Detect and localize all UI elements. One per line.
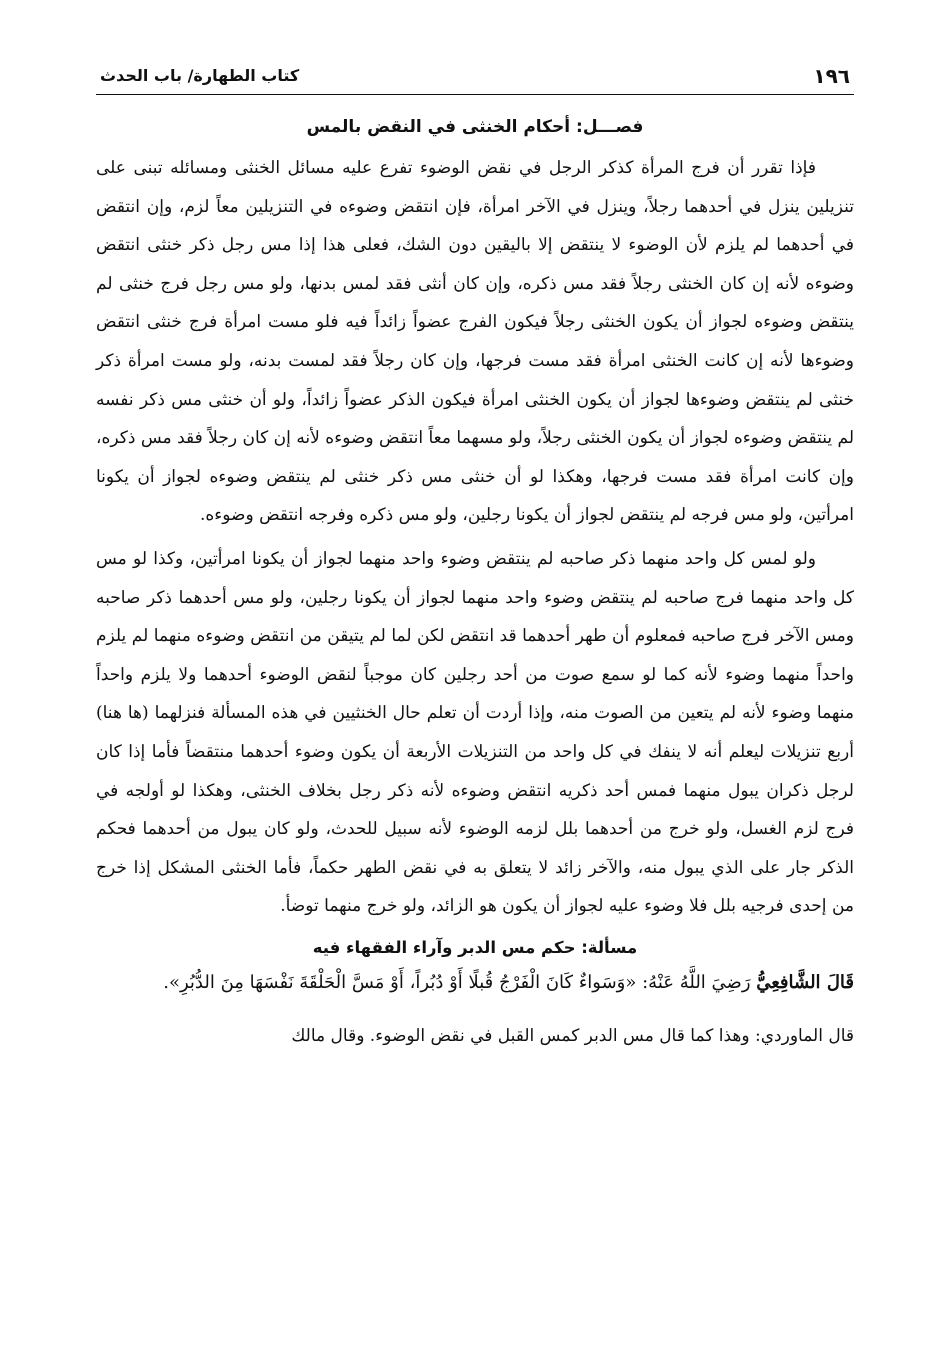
- book-chapter-title: كتاب الطهارة/ باب الحدث: [100, 66, 300, 85]
- section-title-text: : أحكام الخنثى في النقض بالمس: [306, 117, 583, 137]
- paragraph-2: ولو لمس كل واحد منهما ذكر صاحبه لم ينتقض وضوء واحد منهما لجواز أن يكونا امرأتين، وكذا لو مس كل واحد منهما فرج صاحبه لم ينتقض وضوء واحد منهما لجواز أن يكونا رجلين، ولو مس أحدهما ذكر صاحبه ومس الآخر فرج صاحبه فمعلوم أن طهر أحدهما قد انتقض لكن لما لم يتيقن من انتقض وضوءه منهما لم يلزم واحداً منهما وضوء لأنه كما لو سمع صوت من أحد رجلين كان موجباً لنقض الوضوء أحدهما ولا يلزم واحداً منهما وضوء لأنه لم يتعين من الصوت منه، وإذا أردت أن تعلم حال الخنثيين في هذه المسألة فنزلهما (ها هنا) أربع تنزيلات ليعلم أنه لا ينفك في كل واحد من التنزيلات الأربعة أن يكون وضوء أحدهما منتقضاً فأما إذا كان لرجل ذكران يبول منهما فمس أحد ذكريه انتقض وضوءه لأنه ذكر رجل بخلاف الخنثى، وهكذا لو أولجه في فرج لزم الغسل، ولو خرج من أحدهما بلل لزمه الوضوء لأنه سبيل للحدث، ولو كان يبول من أحدهما فحكم الذكر جار على الذي يبول منه، والآخر زائد لا يتعلق به في نقض الطهر حكماً، فأما الخنثى المشكل إذا خرج من إحدى فرجيه بلل فلا وضوء عليه لجواز أن يكون هو الزائد، ولو خرج منهما توضأ.: [96, 548, 854, 917]
- section-heading: [96, 117, 854, 137]
- mawardi-paragraph: قال الماوردي: وهذا كما قال مس الدبر كمس القبل في نقض الوضوء. وقال مالك: [291, 1025, 854, 1046]
- running-header: [96, 58, 854, 95]
- masala-heading: مسألة: حكم مس الدبر وآراء الفقهاء فيه: [312, 937, 638, 957]
- paragraph-1: فإذا تقرر أن فرج المرأة كذكر الرجل في نقض الوضوء تفرع عليه مسائل الخنثى ومسائله تبنى على تنزيلين ينزل في أحدهما رجلاً، وينزل في الآخر امرأة، فإن انتقض وضوءه في التنزيلين معاً لزم، وإن انتقض في أحدهما لم يلزم لأن الوضوء لا ينتقض إلا باليقين دون الشك، فعلى هذا إذا مس رجل ذكر خنثى انتقض وضوءه لأنه إن كان الخنثى رجلاً فقد مس ذكره، وإن كان أنثى فقد لمس بدنها، ولو مس رجل فرج خنثى لم ينتقض وضوءه لجواز أن يكون الخنثى رجلاً فيكون الفرج عضواً زائداً فيه فلو مست امرأة فرج خنثى انتقض وضوءها لأنه إن كانت الخنثى امرأة فقد مست فرجها، وإن كان رجلاً فقد لمست بدنه، ولو مست امرأة ذكر خنثى لم ينتقض وضوءها لجواز أن يكون الخنثى امرأة فيكون الذكر عضواً زائداً، ولو أن خنثى مس ذكر نفسه لم ينتقض وضوءه لجواز أن يكون الخنثى رجلاً، ولو مسهما معاً انتقض وضوءه لأنه إن كان رجلاً فقد مس ذكره، وإن كانت امرأة فقد مست فرجها، وهكذا لو أن خنثى مس ذكر خنثى لم ينتقض وضوءه لجواز أن يكونا امرأتين، ولو مس فرجه لم ينتقض لجواز أن يكونا رجلين، ولو مس ذكره وفرجه انتقض وضوءه.: [96, 158, 855, 526]
- section-label: فصـــل: [582, 117, 644, 137]
- shafii-name: قَالَ الشَّافِعِيُّ: [756, 971, 854, 993]
- shafii-text: رَضِيَ اللَّهُ عَنْهُ: «وَسَواءٌ كَانَ الْفَرْجُ قُبلًا أَوْ دُبُراً، أَوْ مَسَّ الْحَلْقَةَ نَفْسَهَا مِنَ الدُّبُرِ».: [163, 971, 757, 993]
- shafii-quote: [96, 961, 854, 1005]
- page-number: ١٩٦: [813, 64, 850, 88]
- book-page: [96, 58, 854, 1055]
